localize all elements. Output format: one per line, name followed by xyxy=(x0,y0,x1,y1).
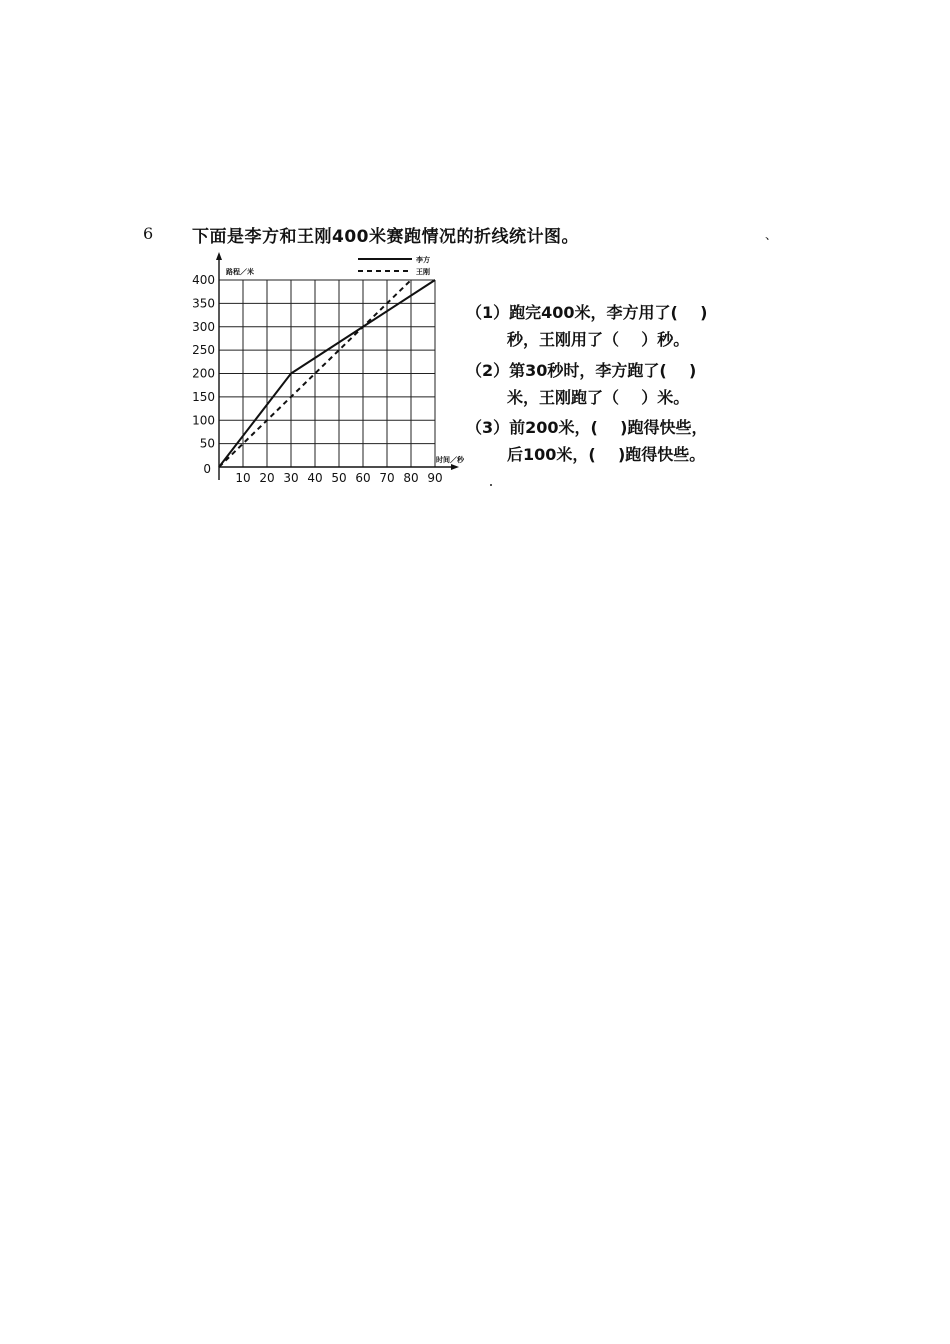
sub-question-2-line-2: 米，王刚跑了（ ）米。 xyxy=(507,388,690,407)
y-tick-label: 350 xyxy=(192,296,215,311)
y-tick-label: 300 xyxy=(192,319,215,334)
y-tick-label: 250 xyxy=(192,343,215,358)
y-axis-label: 路程／米 xyxy=(226,268,254,276)
x-tick-label: 60 xyxy=(355,471,371,485)
x-tick-label: 90 xyxy=(427,471,443,485)
x-tick-label: 50 xyxy=(331,471,347,485)
stray-mark: 、 xyxy=(765,228,778,242)
sub-question-1-line-2: 秒，王刚用了（ ）秒。 xyxy=(507,330,690,349)
sub-question-2-line-1: （2）第30秒时，李方跑了( ) xyxy=(466,361,697,380)
chart-grid xyxy=(219,280,435,467)
x-axis-label: 时间／秒 xyxy=(436,456,464,464)
y-tick-label: 200 xyxy=(192,366,215,381)
legend-label-lifang: 李方 xyxy=(416,256,430,264)
y-tick-label: 400 xyxy=(192,273,215,287)
chart-axes xyxy=(216,252,459,480)
y-tick-label: 150 xyxy=(192,389,215,404)
x-axis-arrow xyxy=(451,464,459,470)
stray-dot xyxy=(490,484,492,486)
sub-question-3-line-2: 后100米，( )跑得快些。 xyxy=(507,445,706,464)
question-title: 下面是李方和王刚400米赛跑情况的折线统计图。 xyxy=(192,227,579,247)
sub-question-3-line-1: （3）前200米，( )跑得快些， xyxy=(466,418,708,437)
question-number: 6 xyxy=(143,224,154,243)
x-tick-label: 40 xyxy=(307,471,323,485)
y-tick-label: 0 xyxy=(203,462,211,476)
y-axis-arrow xyxy=(216,252,222,260)
legend xyxy=(358,255,430,276)
sub-question-1-line-1: （1）跑完400米，李方用了( ) xyxy=(466,303,708,322)
y-tick-label: 50 xyxy=(199,436,215,451)
x-tick-label: 80 xyxy=(403,471,419,485)
x-tick-label: 30 xyxy=(283,471,299,485)
x-tick-label: 70 xyxy=(379,471,395,485)
line-chart xyxy=(190,248,464,493)
legend-label-wanggang: 王刚 xyxy=(416,268,430,276)
y-tick-label: 100 xyxy=(192,413,215,428)
x-tick-label: 10 xyxy=(235,471,251,485)
x-tick-label: 20 xyxy=(259,471,275,485)
